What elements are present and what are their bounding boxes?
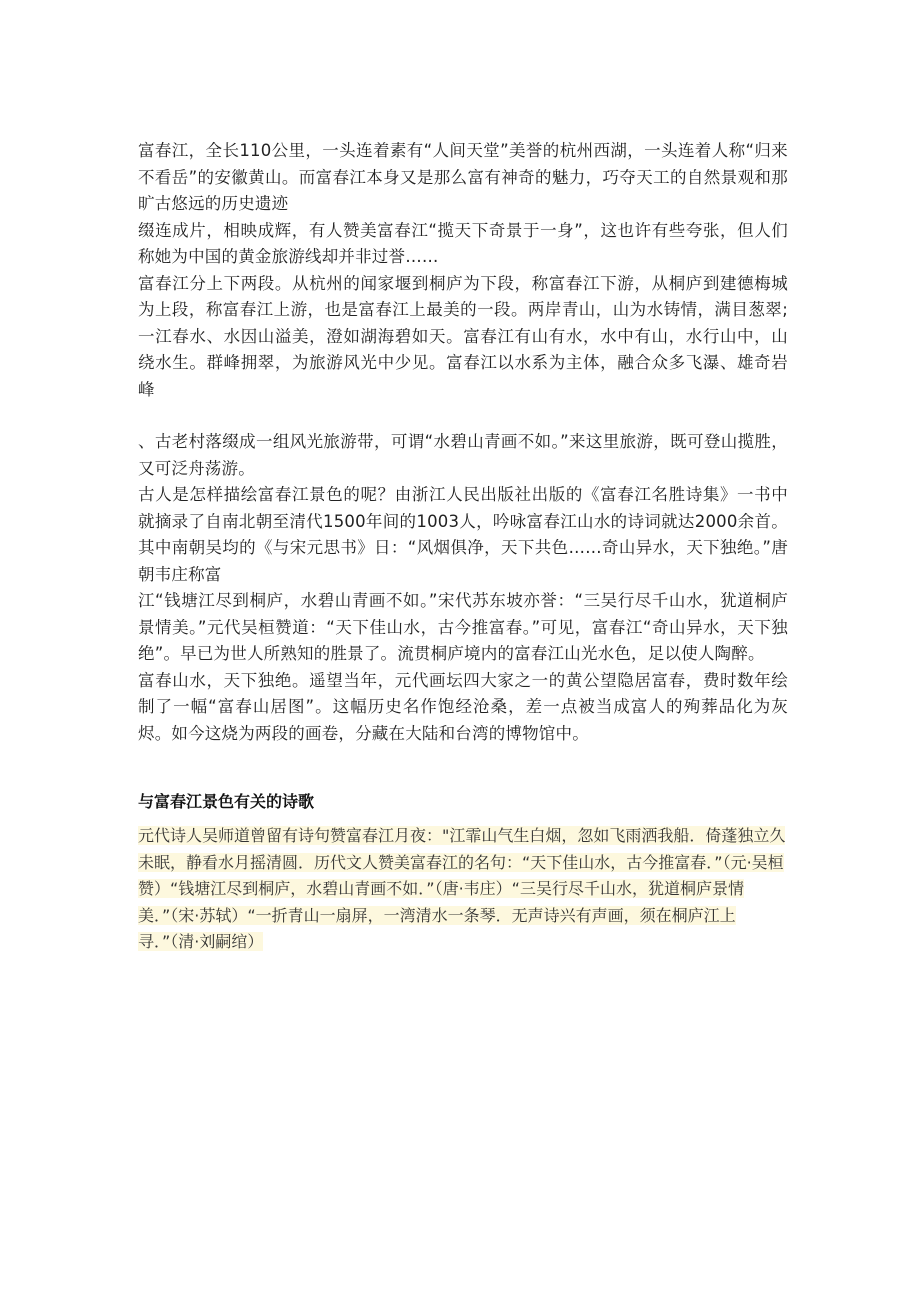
paragraph-intro: 富春江，全长110公里，一头连着素有“人间天堂”美誉的杭州西湖，一头连着人称“归来不看岳”的安徽黄山。而富春江本身又是那么富有神奇的魅力，巧夺天工的自然景观和那旷古悠远的历史遗迹: [138, 141, 788, 213]
paragraph-villages: 、古老村落缀成一组风光旅游带，可谓“水碧山青画不如。”来这里旅游，既可登山揽胜，又可泛舟荡游。: [138, 432, 788, 478]
document-page: [138, 138, 788, 956]
section-gap: [138, 747, 788, 789]
paragraph-continuation: 缀连成片，相映成辉，有人赞美富春江“揽天下奇景于一身”，这也许有些夸张，但人们称她为中国的黄金旅游线却并非过誉……: [138, 220, 788, 266]
paragraph-painting: 富春山水，天下独绝。遥望当年，元代画坛四大家之一的黄公望隐居富春，费时数年绘制了一幅“富春山居图”。这幅历史名作饱经沧桑，差一点被当成富人的殉葬品化为灰烬。如今这烧为两段的画卷，分藏在大陆和台湾的博物馆中。: [138, 670, 788, 743]
paragraph-gap: [138, 403, 788, 429]
poem-paragraph: [138, 823, 788, 956]
paragraph-two-sections: 富春江分上下两段。从杭州的闻家堰到桐庐为下段，称富春江下游，从桐庐到建德梅城为上段，称富春江上游，也是富春江上最美的一段。两岸青山，山为水铸情，满目葱翠; 一江春水、水因山溢美，澄如湖海碧如天。富春江有山有水，水中有山，水行山中，山绕水生。群峰拥翠，为旅游风光中少见。富春江以水系为主体，融合众多飞瀑、雄奇岩峰: [138, 273, 788, 399]
poem-highlighted-text: 元代诗人吴师道曾留有诗句赞富春江月夜："江霏山气生白烟，忽如飞雨洒我船．倚蓬独立久未眠，静看水月摇清圆．历代文人赞美富春江的名句：“天下佳山水，古今推富春．”（元·吴桓赞）“钱塘江尽到桐庐，水碧山青画不如．”（唐·韦庄）“三吴行尽千山水，犹道桐庐景情美．”（宋·苏轼）“一折青山一扇屏，一湾清水一条琴．无声诗兴有声画，须在桐庐江上寻．”（清·刘嗣绾）: [138, 826, 786, 951]
paragraph-ancient-poems: 古人是怎样描绘富春江景色的呢？由浙江人民出版社出版的《富春江名胜诗集》一书中就摘录了自南北朝至清代1500年间的1003人，吟咏富春江山水的诗词就达2000余首。其中南朝吴均的《与宋元思书》日：“风烟俱净，天下共色……奇山异水，天下独绝。”唐朝韦庄称富: [138, 485, 788, 584]
section-heading: 与富春江景色有关的诗歌: [138, 792, 315, 811]
paragraph-famous-quotes: 江“钱塘江尽到桐庐，水碧山青画不如。”宋代苏东坡亦誉：“三吴行尽千山水，犹道桐庐景情美。”元代吴桓赞道：“天下佳山水，古今推富春。”可见，富春江“奇山异水，天下独绝”。早已为世人所熟知的胜景了。流贯桐庐境内的富春江山光水色，足以使人陶醉。: [138, 591, 788, 663]
